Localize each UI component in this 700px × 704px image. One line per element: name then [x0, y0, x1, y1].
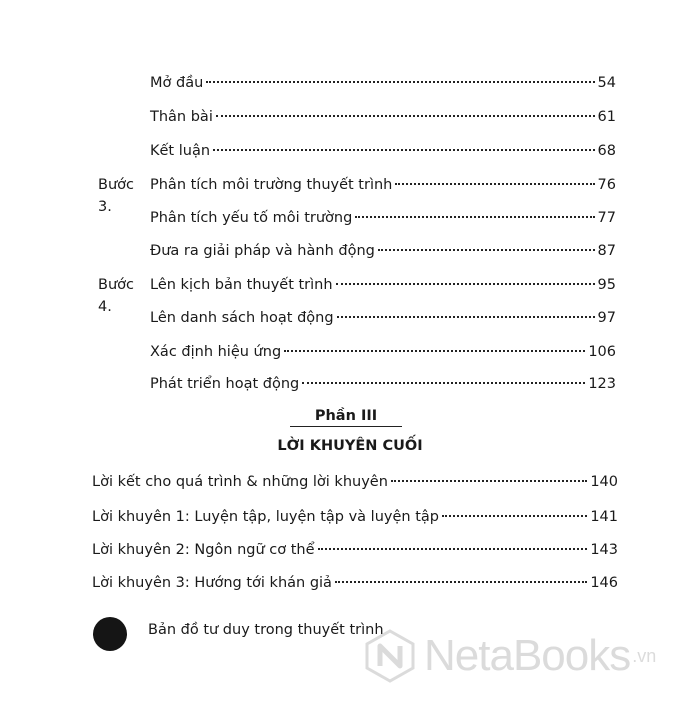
toc-entry[interactable]	[98, 106, 616, 128]
toc-entry[interactable]	[92, 506, 618, 528]
toc-step-label: Bước 4.	[98, 277, 134, 315]
mindmap-title[interactable]: Bản đồ tư duy trong thuyết trình	[148, 622, 384, 638]
toc-entry[interactable]	[98, 72, 616, 94]
dot-leader	[318, 548, 588, 550]
toc-page-number: 61	[597, 109, 616, 125]
toc-entry[interactable]	[98, 373, 616, 395]
toc-entry-title: Lên danh sách hoạt động	[150, 310, 334, 326]
dot-leader	[335, 581, 587, 583]
toc-entry[interactable]	[98, 240, 616, 262]
toc-entry[interactable]	[98, 307, 616, 329]
toc-entry-title: Phát triển hoạt động	[150, 376, 300, 392]
watermark-suffix: .vn	[632, 645, 657, 666]
toc-entry-title: Phân tích yếu tố môi trường	[150, 210, 353, 226]
toc-entry[interactable]	[98, 274, 616, 315]
netabooks-logo-icon	[362, 628, 418, 684]
toc-entry[interactable]	[92, 539, 618, 561]
toc-entry-title: Lời kết cho quá trình & những lời khuyên	[92, 474, 388, 490]
toc-page-number: 146	[590, 575, 618, 591]
toc-page-number: 141	[590, 509, 618, 525]
toc-entry[interactable]	[98, 341, 616, 363]
toc-entry[interactable]	[98, 174, 616, 215]
part-label-underline	[290, 408, 402, 427]
toc-entry-title: Lời khuyên 3: Hướng tới khán giả	[92, 575, 332, 591]
dot-leader	[206, 81, 594, 83]
toc-page-number: 123	[588, 376, 616, 392]
toc-entry-title: Mở đầu	[150, 75, 204, 91]
toc-page-number: 106	[588, 344, 616, 360]
toc-page-number: 87	[597, 243, 616, 259]
dot-leader	[216, 115, 595, 117]
toc-entry[interactable]	[98, 207, 616, 229]
toc-entry-title: Xác định hiệu ứng	[150, 344, 282, 360]
dot-leader	[442, 515, 587, 517]
toc-step-label: Bước 3.	[98, 177, 134, 215]
part-label: Phần III	[314, 408, 378, 424]
toc-entry-title: Lên kịch bản thuyết trình	[150, 277, 333, 293]
round-bullet-icon	[93, 617, 127, 651]
toc-page-number: 140	[590, 474, 618, 490]
toc-page-number: 54	[597, 75, 616, 91]
dot-leader	[284, 350, 585, 352]
dot-leader	[395, 183, 594, 185]
dot-leader	[213, 149, 595, 151]
toc-entry-title: Lời khuyên 1: Luyện tập, luyện tập và luyện tập	[92, 509, 439, 525]
toc-entry-title: Lời khuyên 2: Ngôn ngữ cơ thể	[92, 542, 315, 558]
watermark-brand: NetaBooks	[424, 631, 631, 680]
dot-leader	[336, 283, 595, 285]
toc-page-number: 68	[597, 143, 616, 159]
toc-entry-title: Thân bài	[150, 109, 213, 125]
dot-leader	[337, 316, 595, 318]
part-title: LỜI KHUYÊN CUỐI	[277, 438, 423, 454]
toc-page-number: 97	[597, 310, 616, 326]
dot-leader	[378, 249, 595, 251]
toc-entry[interactable]	[92, 572, 618, 594]
watermark	[362, 628, 656, 684]
dot-leader	[391, 480, 587, 482]
toc-entry-title: Phân tích môi trường thuyết trình	[150, 177, 393, 193]
toc-page-number: 143	[590, 542, 618, 558]
toc-page-number: 76	[597, 177, 616, 193]
toc-entry[interactable]	[92, 471, 618, 493]
toc-page-number: 95	[597, 277, 616, 293]
dot-leader	[302, 382, 585, 384]
toc-entry-title: Đưa ra giải pháp và hành động	[150, 243, 375, 259]
toc-entry-title: Kết luận	[150, 143, 211, 159]
toc-entry[interactable]	[98, 140, 616, 162]
dot-leader	[355, 216, 594, 218]
toc-page-number: 77	[597, 210, 616, 226]
